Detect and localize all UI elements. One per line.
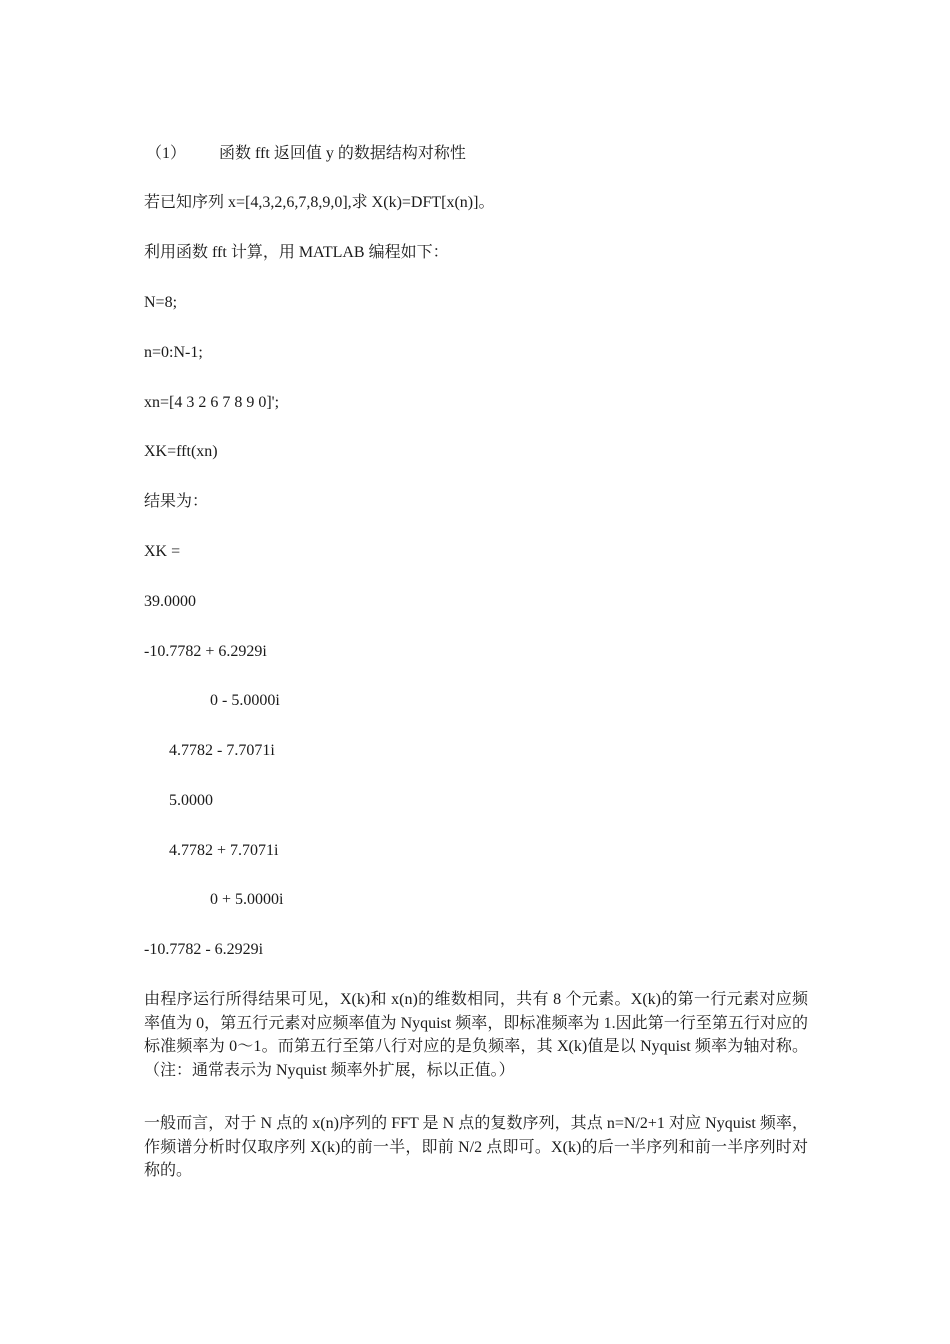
section-title: 函数 fft 返回值 y 的数据结构对称性 — [219, 145, 466, 162]
section-number: （1） — [146, 145, 187, 162]
output-value: 0 + 5.0000i — [210, 891, 284, 908]
output-header: XK = — [144, 543, 181, 560]
code-line-1: N=8; — [144, 294, 178, 311]
output-value: 4.7782 - 7.7071i — [169, 742, 275, 759]
output-value: 0 - 5.0000i — [210, 692, 280, 709]
code-line-4: XK=fft(xn) — [144, 443, 218, 460]
output-value: -10.7782 + 6.2929i — [144, 643, 267, 660]
method-line: 利用函数 fft 计算，用 MATLAB 编程如下： — [144, 244, 449, 261]
summary-paragraph: 一般而言，对于 N 点的 x(n)序列的 FFT 是 N 点的复数序列，其点 n=N/2+1 对应 Nyquist 频率，作频谱分析时仅取序列 X(k)的前一半，即前 N/2 点即可。X(k)的后一半序列和前一半序列时对称的。 — [144, 1115, 808, 1179]
output-value: 4.7782 + 7.7071i — [169, 842, 279, 859]
explanation-paragraph: 由程序运行所得结果可见，X(k)和 x(n)的维数相同，共有 8 个元素。X(k)的第一行元素对应频率值为 0，第五行元素对应频率值为 Nyquist 频率，即标准频率为 1.因此第一行至第五行对应的标准频率为 0～1。而第五行至第八行对应的是负频率，其 X(k)值是以 Nyquist 频率为轴对称。（注：通常表示为 Nyquist 频率外扩展，标以正值。） — [144, 991, 808, 1079]
output-value: 39.0000 — [144, 593, 196, 610]
output-value: -10.7782 - 6.2929i — [144, 941, 264, 958]
result-label: 结果为： — [144, 493, 209, 510]
code-line-3: xn=[4 3 2 6 7 8 9 0]'; — [144, 394, 280, 411]
code-line-2: n=0:N-1; — [144, 344, 203, 361]
intro-line: 若已知序列 x=[4,3,2,6,7,8,9,0],求 X(k)=DFT[x(n)]。 — [144, 194, 495, 211]
output-value: 5.0000 — [169, 792, 213, 809]
